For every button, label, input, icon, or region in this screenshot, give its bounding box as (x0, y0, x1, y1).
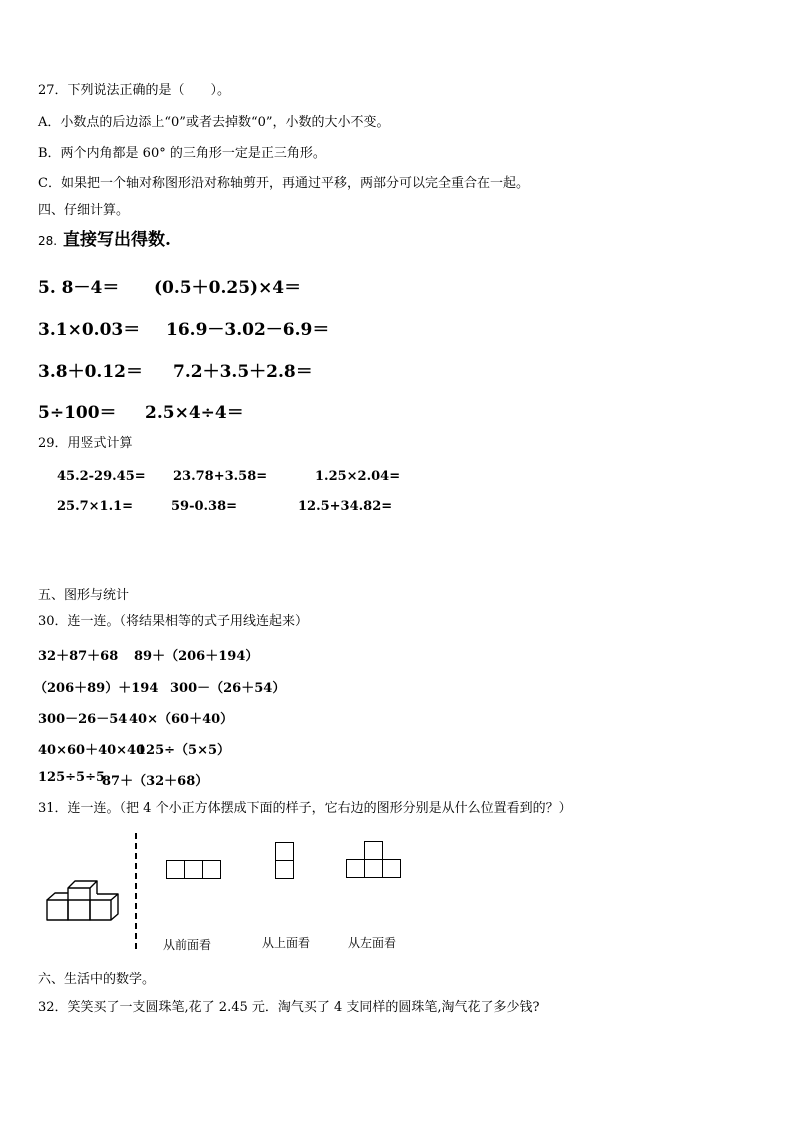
q28-expr: 2.5×4÷4＝ (145, 403, 244, 423)
q30-left-expr: （206＋89）＋194 (34, 681, 159, 696)
q30-right-expr: 300－（26＋54） (170, 681, 286, 696)
q27-option-a: A．小数点的后边添上“0”或者去掉数“0”，小数的大小不变。 (38, 115, 390, 130)
square (382, 859, 401, 878)
caption-top-view: 从上面看 (262, 936, 311, 950)
q30-left-expr: 40×60＋40×40 (38, 743, 146, 758)
q30-left-expr: 125÷5÷5 (38, 770, 106, 785)
q30-right-expr: 40×（60＋40） (129, 712, 234, 727)
q30-right-expr: 87＋（32＋68） (102, 774, 209, 789)
q28-expr: (0.5＋0.25)×4＝ (154, 278, 302, 298)
square (346, 859, 365, 878)
square (166, 860, 185, 879)
q29-expr: 59-0.38= (171, 499, 238, 514)
q30-left-expr: 32＋87＋68 (38, 649, 119, 664)
square (275, 860, 294, 879)
caption-left-view: 从左面看 (348, 936, 397, 950)
section-4-title: 四、仔细计算。 (38, 203, 130, 218)
q28-heading (38, 232, 171, 249)
q28-expr: 5. 8－4＝ (38, 278, 120, 298)
section-6-title: 六、生活中的数学。 (38, 972, 156, 987)
q32-title: 32．笑笑买了一支圆珠笔,花了 2.45 元．淘气买了 4 支同样的圆珠笔,淘气花了多少钱? (38, 1000, 540, 1015)
q29-expr: 23.78+3.58= (173, 469, 268, 484)
caption-front-view: 从前面看 (163, 938, 212, 952)
q28-expr: 5÷100＝ (38, 403, 117, 423)
q28-expr: 3.1×0.03＝ (38, 320, 141, 340)
q29-expr: 25.7×1.1= (57, 499, 134, 514)
section-5-title: 五、图形与统计 (38, 588, 130, 603)
q27-title: 27．下列说法正确的是（ ）。 (38, 83, 231, 98)
q31-title: 31．连一连。（把 4 个小正方体摆成下面的样子，它右边的图形分别是从什么位置看到的？） (38, 801, 572, 816)
square (275, 842, 294, 861)
dashed-divider (135, 833, 137, 949)
q28-expr: 16.9－3.02－6.9＝ (166, 320, 330, 340)
q29-expr: 1.25×2.04= (315, 469, 401, 484)
q28-expr: 7.2＋3.5＋2.8＝ (173, 362, 313, 382)
q29-expr: 12.5+34.82= (298, 499, 393, 514)
q29-expr: 45.2-29.45= (57, 469, 146, 484)
q30-right-expr: 125÷（5×5） (137, 743, 231, 758)
square (364, 841, 383, 860)
q30-right-expr: 89＋（206＋194） (134, 649, 259, 664)
square (184, 860, 203, 879)
q30-left-expr: 300－26－54 (38, 712, 128, 727)
q28-expr: 3.8＋0.12＝ (38, 362, 143, 382)
cube-stack-figure (44, 878, 126, 938)
square (364, 859, 383, 878)
q27-option-c: C．如果把一个轴对称图形沿对称轴剪开，再通过平移，两部分可以完全重合在一起。 (38, 176, 529, 191)
square (202, 860, 221, 879)
q27-option-b: B．两个内角都是 60° 的三角形一定是正三角形。 (38, 146, 326, 161)
q28-title: 直接写出得数. (63, 230, 171, 250)
q28-number: 28. (38, 234, 58, 248)
q30-title: 30．连一连。（将结果相等的式子用线连起来） (38, 614, 309, 629)
q29-title: 29．用竖式计算 (38, 436, 133, 451)
